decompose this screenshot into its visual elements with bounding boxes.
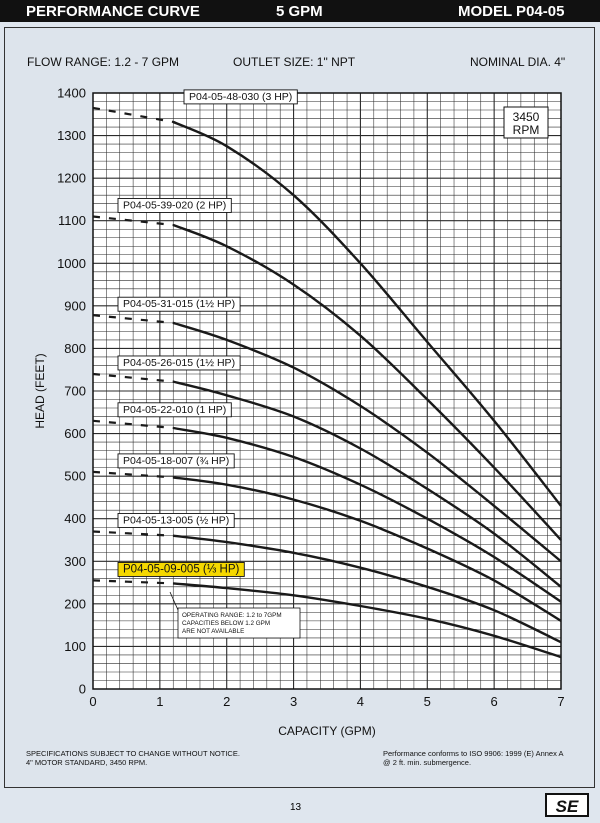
x-tick-label: 4 [356, 694, 365, 709]
x-tick-label: 6 [490, 694, 498, 709]
series-label [118, 454, 234, 468]
y-tick-label: 200 [64, 596, 86, 612]
y-tick-label: 800 [64, 340, 86, 356]
outlet-size: OUTLET SIZE: 1" NPT [233, 55, 356, 69]
footer-left-line-1: SPECIFICATIONS SUBJECT TO CHANGE WITHOUT NOTICE. [26, 749, 240, 758]
series-label-text: P04-05-48-030 (3 HP) [189, 90, 293, 103]
series-label-text: P04-05-18-007 (¾ HP) [123, 454, 230, 467]
footer-left-line-2: 4" MOTOR STANDARD, 3450 RPM. [26, 758, 148, 767]
series-label-text: P04-05-22-010 (1 HP) [123, 403, 227, 416]
series-label [118, 356, 240, 370]
operating-note-line-2: CAPACITIES BELOW 1.2 GPM [182, 620, 271, 627]
y-tick-label: 400 [64, 511, 86, 527]
series-label [118, 562, 244, 576]
series-label [118, 297, 240, 311]
series-label-text: P04-05-39-020 (2 HP) [123, 199, 227, 212]
series-label [118, 198, 231, 212]
rpm-value: 3450 [512, 110, 540, 124]
operating-note-line-1: OPERATING RANGE: 1.2 to 7GPM [182, 612, 282, 619]
y-tick-label: 300 [64, 553, 86, 569]
x-axis-label: CAPACITY (GPM) [278, 724, 376, 738]
page-title: PERFORMANCE CURVE [26, 3, 200, 20]
footer-left [26, 749, 240, 767]
y-tick-label: 0 [78, 681, 86, 697]
series-label-text: P04-05-31-015 (1½ HP) [123, 298, 236, 311]
series-label-text: P04-05-26-015 (1½ HP) [123, 356, 236, 369]
y-tick-label: 500 [64, 468, 86, 484]
x-tick-label: 2 [223, 694, 231, 709]
x-tick-label: 1 [156, 694, 164, 709]
operating-note-line-3: ARE NOT AVAILABLE [182, 628, 245, 635]
flow-rating: 5 GPM [276, 3, 323, 20]
rpm-unit: RPM [512, 123, 540, 137]
x-tick-label: 5 [423, 694, 431, 709]
y-tick-label: 700 [64, 383, 86, 399]
series-label [184, 90, 297, 104]
x-tick-label: 0 [89, 694, 97, 709]
footer-right-line-2: @ 2 ft. min. submergence. [383, 758, 472, 767]
model-number: MODEL P04-05 [458, 3, 565, 20]
page-number: 13 [290, 802, 302, 813]
x-tick-label: 7 [557, 694, 565, 709]
series-label-text: P04-05-09-005 (⅓ HP) [123, 563, 240, 576]
y-tick-label: 1200 [57, 170, 86, 186]
y-tick-label: 100 [64, 638, 86, 654]
brand-logo: SE [545, 793, 589, 817]
footer-right-line-1: Performance conforms to ISO 9906: 1999 (E) Annex A [383, 749, 564, 758]
y-tick-label: 1300 [57, 128, 86, 144]
footer-right [383, 749, 564, 767]
y-tick-label: 1100 [58, 213, 86, 229]
series-label-text: P04-05-13-005 (½ HP) [123, 514, 230, 527]
y-tick-label: 900 [64, 298, 86, 314]
y-axis-label: HEAD (FEET) [33, 353, 47, 429]
y-tick-label: 600 [64, 426, 86, 442]
series-label [118, 513, 234, 527]
nominal-diameter: NOMINAL DIA. 4" [470, 55, 566, 69]
x-tick-label: 3 [289, 694, 298, 709]
y-tick-label: 1400 [57, 85, 86, 101]
series-label [118, 403, 231, 417]
flow-range: FLOW RANGE: 1.2 - 7 GPM [27, 55, 180, 69]
y-tick-label: 1000 [57, 255, 86, 271]
